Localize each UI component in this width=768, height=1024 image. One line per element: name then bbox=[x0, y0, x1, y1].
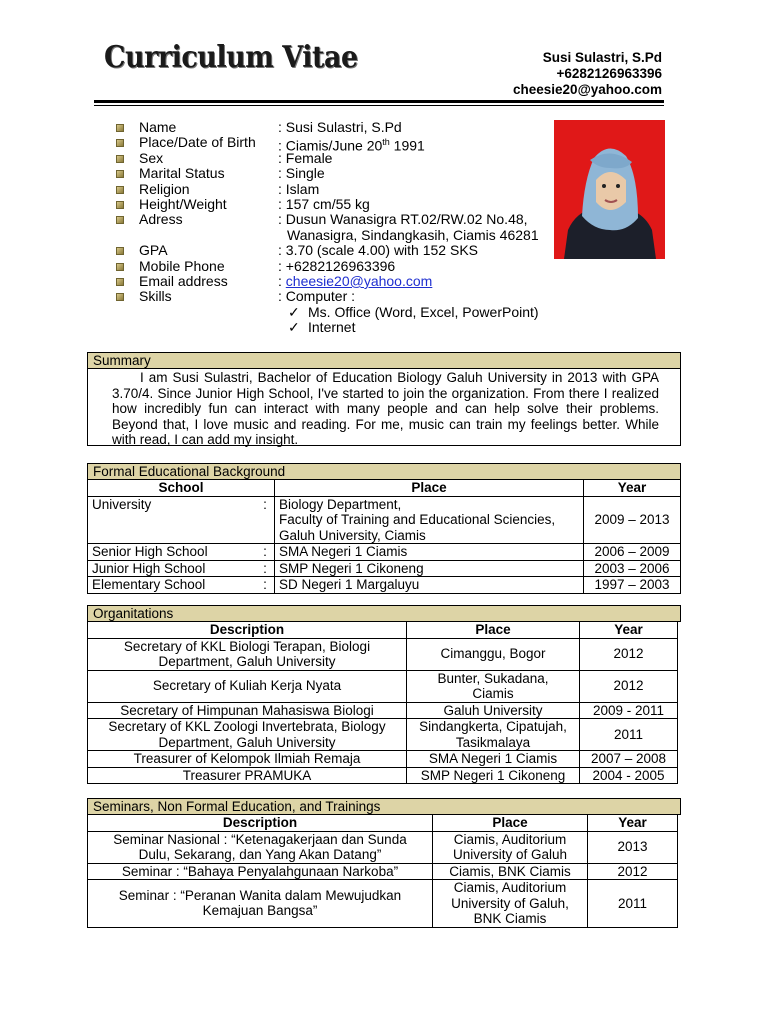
personal-value: : Computer : bbox=[278, 288, 356, 305]
column-header: School bbox=[88, 480, 275, 497]
description-cell: Secretary of Himpunan Mahasiswa Biologi bbox=[88, 702, 407, 719]
place-cell: Sindangkerta, Cipatujah, Tasikmalaya bbox=[407, 719, 580, 751]
table-row bbox=[88, 544, 681, 561]
personal-label: Marital Status bbox=[139, 165, 225, 182]
square-bullet-icon bbox=[116, 124, 124, 132]
description-cell: Seminar : “Bahaya Penyalahgunaan Narkoba” bbox=[88, 863, 433, 880]
school-cell: Junior High School bbox=[88, 560, 257, 577]
square-bullet-icon bbox=[116, 278, 124, 286]
table-row bbox=[88, 496, 681, 544]
column-header: Year bbox=[580, 622, 678, 639]
year-cell: 2012 bbox=[580, 670, 678, 702]
column-header: Year bbox=[588, 815, 678, 832]
organizations-heading: Organitations bbox=[87, 605, 681, 622]
place-cell: Cimanggu, Bogor bbox=[407, 638, 580, 670]
description-cell: Seminar : “Peranan Wanita dalam Mewujudkan Kemajuan Bangsa” bbox=[88, 880, 433, 928]
year-cell: 2012 bbox=[588, 863, 678, 880]
summary-heading: Summary bbox=[87, 352, 681, 369]
square-bullet-icon bbox=[116, 155, 124, 163]
place-cell: SMP Negeri 1 Cikoneng bbox=[407, 767, 580, 784]
column-header: Year bbox=[584, 480, 681, 497]
personal-label: Adress bbox=[139, 211, 183, 228]
year-cell: 2009 - 2011 bbox=[580, 702, 678, 719]
square-bullet-icon bbox=[116, 170, 124, 178]
place-cell: SMA Negeri 1 Ciamis bbox=[407, 751, 580, 768]
year-cell: 2011 bbox=[588, 880, 678, 928]
column-header: Place bbox=[407, 622, 580, 639]
personal-label: Sex bbox=[139, 149, 164, 166]
personal-value bbox=[278, 274, 432, 289]
place-cell: Ciamis, Auditorium University of Galuh, BNK Ciamis bbox=[433, 880, 588, 928]
table-header-row bbox=[88, 815, 678, 832]
year-cell: 2013 bbox=[588, 831, 678, 863]
personal-value: : Ciamis/June 20th 1991 bbox=[278, 137, 425, 155]
personal-label: Skills bbox=[139, 288, 172, 305]
personal-label: Name bbox=[139, 119, 177, 135]
checkmark-icon: ✓ bbox=[288, 319, 300, 336]
personal-value: : 3.70 (scale 4.00) with 152 SKS bbox=[278, 242, 478, 259]
year-cell: 2006 – 2009 bbox=[584, 544, 681, 561]
description-cell: Seminar Nasional : “Ketenagakerjaan dan Sunda Dulu, Sekarang, dan Yang Akan Datang” bbox=[88, 831, 433, 863]
personal-value: : Susi Sulastri, S.Pd bbox=[278, 119, 402, 135]
place-cell: Galuh University bbox=[407, 702, 580, 719]
skill-label: Ms. Office (Word, Excel, PowerPoint) bbox=[308, 303, 539, 320]
colon-cell: : bbox=[256, 496, 275, 544]
seminars-table bbox=[87, 814, 678, 928]
table-row bbox=[88, 767, 678, 784]
year-cell: 2004 - 2005 bbox=[580, 767, 678, 784]
personal-value: : 157 cm/55 kg bbox=[278, 195, 370, 212]
header-rule-thin bbox=[94, 105, 664, 106]
personal-value: : +6282126963396 bbox=[278, 257, 396, 274]
year-cell: 2009 – 2013 bbox=[584, 496, 681, 544]
checkmark-icon: ✓ bbox=[288, 303, 300, 320]
table-row bbox=[88, 880, 678, 928]
seminars-heading: Seminars, Non Formal Education, and Trainings bbox=[87, 798, 681, 815]
column-header: Place bbox=[433, 815, 588, 832]
table-row bbox=[88, 751, 678, 768]
skill-label: Internet bbox=[308, 319, 356, 336]
year-cell: 2003 – 2006 bbox=[584, 560, 681, 577]
school-cell: Elementary School bbox=[88, 577, 257, 594]
year-cell: 2011 bbox=[580, 719, 678, 751]
cv-title: Curriculum Vitae bbox=[104, 40, 358, 75]
square-bullet-icon bbox=[116, 186, 124, 194]
table-row bbox=[88, 560, 681, 577]
place-cell: Bunter, Sukadana, Ciamis bbox=[407, 670, 580, 702]
table-row bbox=[88, 670, 678, 702]
description-cell: Treasurer of Kelompok Ilmiah Remaja bbox=[88, 751, 407, 768]
year-cell: 2012 bbox=[580, 638, 678, 670]
education-heading: Formal Educational Background bbox=[87, 463, 681, 480]
table-header-row bbox=[88, 622, 678, 639]
place-cell: SMP Negeri 1 Cikoneng bbox=[275, 560, 584, 577]
table-row bbox=[88, 702, 678, 719]
table-row bbox=[88, 863, 678, 880]
summary-text: I am Susi Sulastri, Bachelor of Education Biology Galuh University in 2013 with GPA 3.70/4. Since Junior High School, I've started to join the organization. From there I realized how incredibly fun can interact with many people and can help solve their problems. Beyond that, I love music and reading. For me, music can train my feelings better. While with read, I can add my insight. bbox=[87, 368, 681, 446]
place-cell: SMA Negeri 1 Ciamis bbox=[275, 544, 584, 561]
place-cell: Ciamis, BNK Ciamis bbox=[433, 863, 588, 880]
colon-cell: : bbox=[256, 560, 275, 577]
table-row bbox=[88, 638, 678, 670]
table-row bbox=[88, 577, 681, 594]
email-link[interactable]: cheesie20@yahoo.com bbox=[285, 272, 433, 289]
table-header-row bbox=[88, 480, 681, 497]
contact-block bbox=[513, 50, 662, 98]
contact-name: Susi Sulastri, S.Pd bbox=[542, 50, 662, 65]
colon-cell: : bbox=[256, 544, 275, 561]
personal-value: Wanasigra, Sindangkasih, Ciamis 46281 bbox=[287, 226, 539, 243]
description-cell: Secretary of Kuliah Kerja Nyata bbox=[88, 670, 407, 702]
header-rule-thick bbox=[94, 100, 664, 103]
column-header: Description bbox=[88, 622, 407, 639]
column-header: Place bbox=[275, 480, 584, 497]
square-bullet-icon bbox=[116, 263, 124, 271]
personal-value: : Dusun Wanasigra RT.02/RW.02 No.48, bbox=[278, 211, 528, 228]
square-bullet-icon bbox=[116, 216, 124, 224]
square-bullet-icon bbox=[116, 201, 124, 209]
description-cell: Treasurer PRAMUKA bbox=[88, 767, 407, 784]
personal-value: : Islam bbox=[278, 180, 320, 197]
personal-label: Mobile Phone bbox=[139, 257, 225, 274]
organizations-table bbox=[87, 621, 678, 784]
place-cell: Ciamis, Auditorium University of Galuh bbox=[433, 831, 588, 863]
colon-cell: : bbox=[256, 577, 275, 594]
personal-value: : Female bbox=[278, 149, 333, 166]
email-prefix: : bbox=[278, 272, 286, 289]
column-header: Description bbox=[88, 815, 433, 832]
personal-label: Religion bbox=[139, 180, 190, 197]
personal-label: GPA bbox=[139, 242, 168, 259]
personal-label: Email address bbox=[139, 272, 228, 289]
table-row bbox=[88, 831, 678, 863]
square-bullet-icon bbox=[116, 293, 124, 301]
school-cell: University bbox=[88, 496, 257, 544]
year-cell: 2007 – 2008 bbox=[580, 751, 678, 768]
contact-phone: +6282126963396 bbox=[556, 66, 662, 81]
description-cell: Secretary of KKL Zoologi Invertebrata, Biology Department, Galuh University bbox=[88, 719, 407, 751]
contact-email: cheesie20@yahoo.com bbox=[513, 82, 662, 97]
personal-value: : Single bbox=[278, 165, 325, 182]
place-cell: SD Negeri 1 Margaluyu bbox=[275, 577, 584, 594]
table-row bbox=[88, 719, 678, 751]
profile-photo bbox=[554, 120, 665, 259]
education-table bbox=[87, 479, 681, 594]
square-bullet-icon bbox=[116, 139, 124, 147]
description-cell: Secretary of KKL Biologi Terapan, Biologi Department, Galuh University bbox=[88, 638, 407, 670]
personal-label: Place/Date of Birth bbox=[139, 134, 256, 151]
square-bullet-icon bbox=[116, 247, 124, 255]
personal-label: Height/Weight bbox=[139, 195, 227, 212]
place-cell: Biology Department, Faculty of Training and Educational Sciencies, Galuh University, Ciamis bbox=[275, 496, 584, 544]
school-cell: Senior High School bbox=[88, 544, 257, 561]
year-cell: 1997 – 2003 bbox=[584, 577, 681, 594]
